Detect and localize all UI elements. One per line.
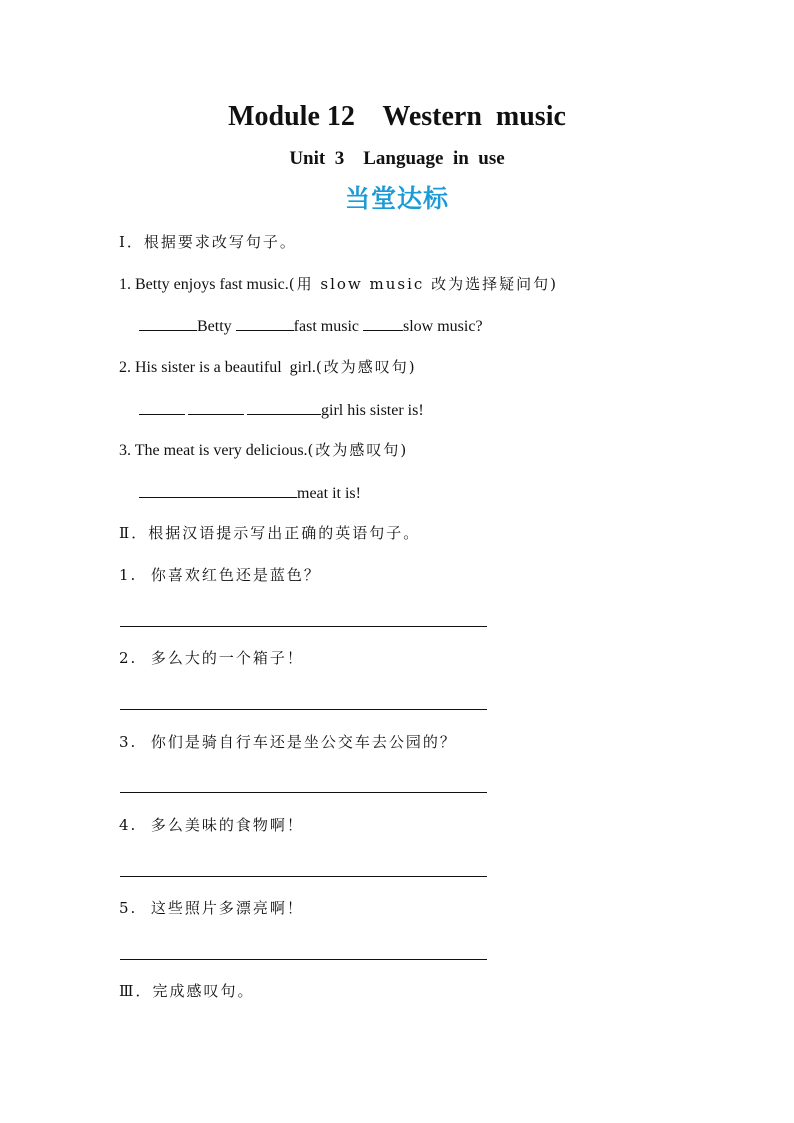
translation-answer-line-3[interactable] [120,792,487,793]
question-2-instruction: (改为感叹句) [315,358,417,376]
question-1 [119,273,558,296]
answer-1-blank-3[interactable] [363,314,403,331]
answer-1-blank-1[interactable] [139,314,197,331]
answer-2 [139,398,424,422]
translation-item-4: 4. 多么美味的食物啊！ [119,816,304,834]
translation-item-3: 3. 你们是骑自行车还是坐公交车去公园的？ [119,733,457,751]
answer-2-blank-1[interactable] [139,398,185,415]
answer-2-text-1: girl his sister is! [321,402,424,419]
unit-subtitle: Unit 3 Language in use [289,148,505,169]
translation-item-2: 2. 多么大的一个箱子！ [119,649,304,667]
answer-3-blank-1[interactable] [139,481,297,498]
answer-1-text-3: slow music? [403,318,483,335]
translation-item-5: 5. 这些照片多漂亮啊！ [119,899,304,917]
answer-2-blank-3[interactable] [247,398,321,415]
answer-1-text-1: Betty [197,318,236,335]
question-3-sentence: 3. The meat is very delicious. [119,442,308,459]
answer-1 [139,314,483,338]
page-title: Module 12 Western music [228,101,566,132]
answer-1-blank-2[interactable] [236,314,294,331]
question-2-sentence: 2. His sister is a beautiful girl. [119,359,316,376]
translation-item-1: 1. 你喜欢红色还是蓝色？ [119,566,321,584]
answer-3 [139,481,361,505]
question-3-instruction: (改为感叹句) [307,441,409,459]
question-3 [119,439,408,462]
section-2-heading: Ⅱ．根据汉语提示写出正确的英语句子。 [119,524,421,542]
question-2 [119,356,417,379]
question-1-instruction: (用 slow music 改为选择疑问句) [288,275,558,293]
section-banner: 当堂达标 [344,184,449,213]
translation-answer-line-1[interactable] [120,626,487,627]
translation-answer-line-5[interactable] [120,959,487,960]
answer-3-text-1: meat it is! [297,485,361,502]
answer-1-text-2: fast music [293,318,363,335]
section-1-heading: Ⅰ．根据要求改写句子。 [119,233,297,251]
section-3-heading: Ⅲ．完成感叹句。 [119,982,255,1000]
question-1-sentence: 1. Betty enjoys fast music. [119,276,289,293]
translation-answer-line-2[interactable] [120,709,487,710]
answer-2-blank-2[interactable] [188,398,244,415]
translation-answer-line-4[interactable] [120,876,487,877]
